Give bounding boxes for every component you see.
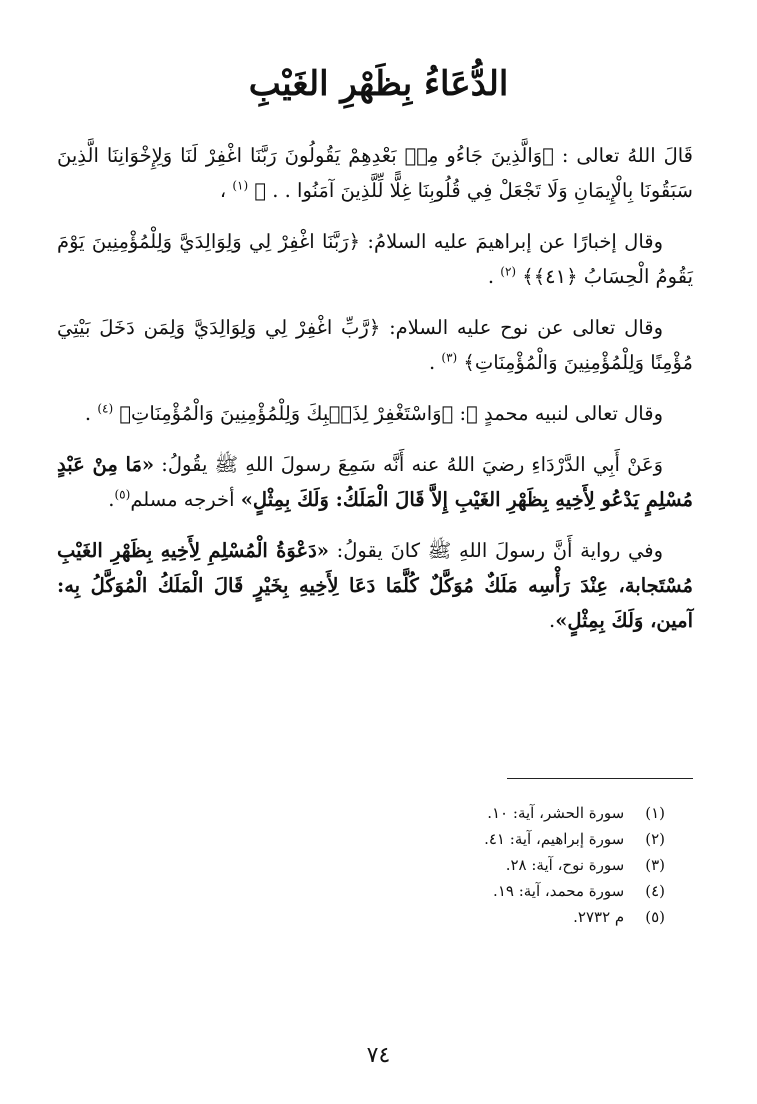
footnotes-list (245, 800, 665, 930)
paragraph-intro: وقال إخبارًا عن إبراهيمَ عليه السلامُ: (367, 230, 664, 253)
footnote-ref: (٥) (114, 487, 131, 502)
footnote-item (245, 800, 665, 826)
footnote-ref: (٢) (500, 264, 517, 279)
footnote-item (245, 826, 665, 852)
footnote-number: (٤) (645, 882, 665, 900)
quran-verse: ﴿رَبَّنَا اغْفِرْ لِي وَلِوَالِدَيَّ وَلِلْمُؤْمِنِينَ يَوْمَ يَقُومُ الْحِسَابُ ﴿٤١﴾﴾ (57, 230, 693, 288)
punctuation: . (108, 488, 115, 511)
main-text (57, 138, 693, 654)
footnote-item (245, 904, 665, 930)
footnote-text: سورة الحشر، آية: ١٠. (487, 804, 625, 822)
punctuation: . (549, 609, 556, 632)
page-number: ٧٤ (366, 1043, 391, 1068)
footnote-text: سورة محمد، آية: ١٩. (493, 882, 625, 900)
punctuation: . (487, 265, 495, 288)
paragraph-riwaya (57, 533, 693, 638)
footnote-text: م ٢٧٣٢. (573, 908, 625, 926)
quran-verse: ﴿رَّبِّ اغْفِرْ لِي وَلِوَالِدَيَّ وَلِمَن دَخَلَ بَيْتِيَ مُؤْمِنًا وَلِلْمُؤْمِنِينَ وَالْمُؤْمِنَاتِ﴾ (57, 316, 693, 374)
punctuation: . (428, 351, 436, 374)
footnote-ref: (١) (232, 178, 249, 193)
footnote-ref: (٤) (97, 401, 114, 416)
quran-verse: ﴿وَاسْتَغْفِرْ لِذَنۢبِكَ وَلِلْمُؤْمِنِينَ وَالْمُؤْمِنَاتِ﴾ (119, 402, 454, 425)
footnote-text: سورة نوح، آية: ٢٨. (505, 856, 625, 874)
paragraph-intro: وفي رواية أَنَّ رسولَ اللهِ ﷺ كانَ يقولُ: (336, 539, 663, 562)
footnote-number: (١) (645, 804, 665, 822)
footnote-number: (٥) (645, 908, 665, 926)
quran-verse: ﴿وَالَّذِينَ جَاءُو مِنۢ بَعْدِهِمْ يَقُولُونَ رَبَّنَا اغْفِرْ لَنَا وَلِإِخْوَانِنَا الَّذِينَ سَبَقُونَا بِالْإِيمَانِ وَلَا تَجْعَلْ فِي قُلُوبِنَا غِلًّا لِّلَّذِينَ آمَنُوا . . ﴾ (57, 144, 693, 202)
footnote-item (245, 852, 665, 878)
paragraph-abu-darda (57, 447, 693, 517)
punctuation: ، (219, 179, 227, 202)
hadith-text: «مَا مِنْ عَبْدٍ مُسْلِمٍ يَدْعُو لِأَخِيهِ بِظَهْرِ الغَيْبِ إِلاَّ قَالَ الْمَلَكُ: وَلَكَ بِمِثْلٍ» (57, 453, 693, 511)
footnote-number: (٢) (645, 830, 665, 848)
paragraph-intro: وَعَنْ أَبِي الدَّرْدَاءِ رضيَ اللهُ عنه أَنَّه سَمِعَ رسولَ اللهِ ﷺ يقُولُ: (161, 453, 664, 476)
footnote-number: (٣) (645, 856, 665, 874)
footnote-text: سورة إبراهيم، آية: ٤١. (484, 830, 625, 848)
paragraph-muhammad (57, 396, 693, 431)
paragraph-intro: قَالَ اللهُ تعالى : (561, 144, 693, 167)
paragraph-hashr (57, 138, 693, 208)
paragraph-nuh (57, 310, 693, 380)
page-title: الدُّعَاءُ بِظَهْرِ الغَيْبِ (248, 64, 509, 104)
hadith-text: «دَعْوَةُ الْمُسْلِمِ لِأَخِيهِ بِظَهْرِ الغَيْبِ مُسْتَجابة، عِنْدَ رَأْسِه مَلَكٌ مُوَكَّلٌ كُلَّمَا دَعَا لِأَخِيهِ بِخَيْرٍ قَالَ الْمَلَكُ الْمُوَكَّلُ بِه: آمين، وَلَكَ بِمِثْلٍ» (57, 539, 693, 632)
hadith-source: أخرجه مسلم (130, 488, 235, 511)
paragraph-ibrahim (57, 224, 693, 294)
paragraph-intro: وقال تعالى لنبيه محمدٍ ﷺ: (459, 402, 663, 425)
footnote-divider (507, 778, 693, 779)
footnote-ref: (٣) (441, 350, 458, 365)
punctuation: . (84, 402, 92, 425)
footnote-item (245, 878, 665, 904)
paragraph-intro: وقال تعالى عن نوح عليه السلام: (389, 316, 664, 339)
